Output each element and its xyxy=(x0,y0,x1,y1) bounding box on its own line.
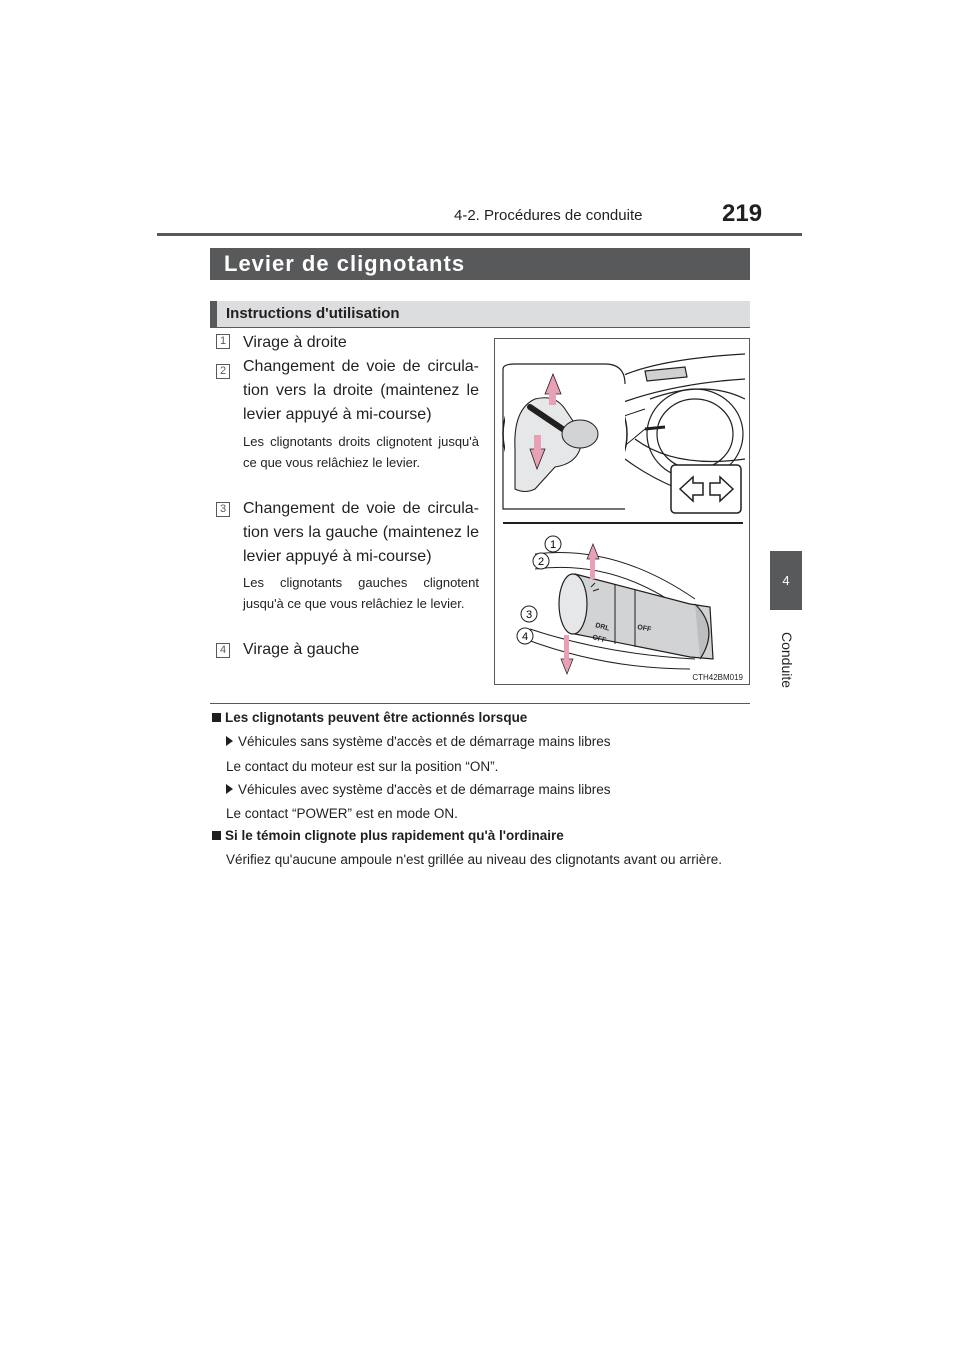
subtitle-rule xyxy=(210,327,750,328)
triangle-bullet-icon xyxy=(226,736,233,746)
note-bullet-text: Véhicules sans système d'accès et de démarrage mains libres xyxy=(238,734,611,749)
callout-number: 3 xyxy=(525,609,533,621)
note-heading xyxy=(212,710,527,725)
lever-label-drl: DRL xyxy=(594,622,611,633)
item-number-badge: 1 xyxy=(216,334,230,349)
item-note: Les clignotants droits clignotent jusqu'à ce que vous relâchiez le levier. xyxy=(243,434,479,470)
callout-numbers xyxy=(517,536,561,644)
illustration-svg xyxy=(495,339,749,684)
lever-label-off: OFF xyxy=(591,634,607,645)
header-rule xyxy=(157,233,802,236)
chapter-label-text: Conduite xyxy=(779,631,795,689)
note-bullet-text: Véhicules avec système d'accès et de démarrage mains libres xyxy=(238,782,611,797)
square-bullet-icon xyxy=(212,831,221,840)
turn-indicator-icon xyxy=(671,465,741,513)
triangle-bullet-icon xyxy=(226,784,233,794)
chapter-tab[interactable]: 4 xyxy=(770,551,802,610)
note-paragraph: Le contact “POWER” est en mode ON. xyxy=(226,806,458,821)
item-number-badge: 3 xyxy=(216,502,230,517)
section-breadcrumb: 4-2. Procédures de conduite xyxy=(454,207,643,224)
page-number: 219 xyxy=(722,200,763,227)
square-bullet-icon xyxy=(212,713,221,722)
item-number-badge: 4 xyxy=(216,643,230,658)
hand-inset xyxy=(503,364,645,509)
lever-label-off: OFF xyxy=(636,624,652,634)
item-text: Virage à gauche xyxy=(243,641,360,658)
note-heading xyxy=(212,828,564,843)
callout-number: 2 xyxy=(537,556,545,568)
section-subtitle: Instructions d'utilisation xyxy=(210,301,750,327)
notes-rule xyxy=(210,703,750,704)
item-number-badge: 2 xyxy=(216,364,230,379)
turn-signal-illustration xyxy=(494,338,750,685)
item-note: Les clignotants gauches clignotent jusqu'à ce que vous relâchiez le levier. xyxy=(243,575,479,611)
note-paragraph: Vérifiez qu'aucune ampoule n'est grillée au niveau des clignotants avant ou arrière. xyxy=(226,852,722,867)
note-bullet-line xyxy=(226,732,746,752)
note-bullet-line xyxy=(226,780,746,800)
figure-code: CTH42BM019 xyxy=(692,673,743,682)
item-text: Changement de voie de circula-tion vers la droite (maintenez le levier appuyé à mi-course) xyxy=(243,358,479,423)
callout-number: 4 xyxy=(521,631,529,643)
note-heading-text: Les clignotants peuvent être actionnés lorsque xyxy=(225,710,528,725)
note-paragraph: Le contact du moteur est sur la position “ON”. xyxy=(226,759,499,774)
page-title: Levier de clignotants xyxy=(210,248,750,280)
lever-detail xyxy=(525,544,713,674)
callout-number: 1 xyxy=(549,539,557,551)
item-text: Changement de voie de circula-tion vers la gauche (maintenez le levier appuyé à mi-course) xyxy=(243,500,479,565)
note-heading-text: Si le témoin clignote plus rapidement qu'à l'ordinaire xyxy=(225,828,564,843)
chapter-label xyxy=(771,620,803,700)
item-text: Virage à droite xyxy=(243,334,347,351)
